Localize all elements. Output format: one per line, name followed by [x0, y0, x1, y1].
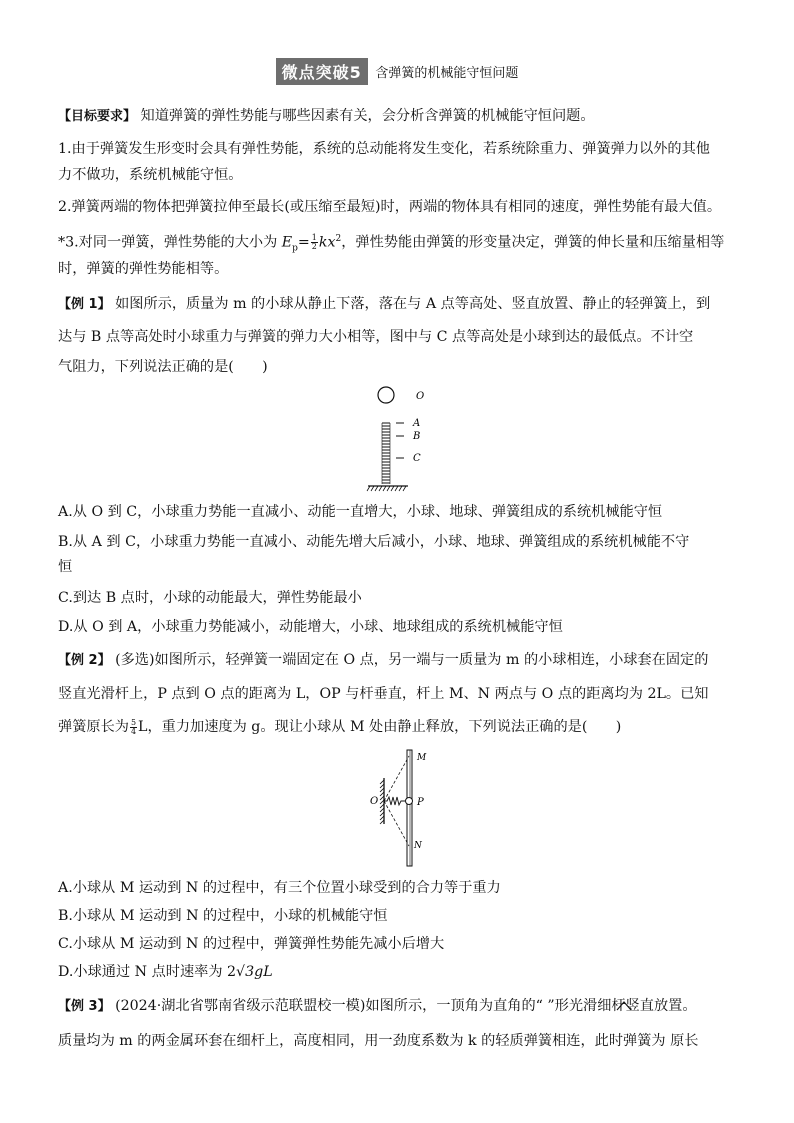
inverted-v-icon [616, 1000, 632, 1012]
formula-kx-sup: 2 [335, 234, 342, 244]
example-2-text-1: (多选)如图所示，轻弹簧一端固定在 O 点，另一端与一质量为 m 的小球相连，小球套在固定的 [110, 652, 709, 668]
label-b: B [413, 431, 421, 442]
ground-hatch [367, 486, 406, 491]
spring-icon [384, 797, 405, 805]
example-2-line-3-prefix: 弹簧原长为 [58, 719, 129, 735]
example-2-line-3 [58, 717, 748, 737]
point-1-line-b: 力不做功，系统机械能守恒。 [58, 167, 243, 183]
goal-text: 知道弹簧的弹性势能与哪些因素有关，会分析含弹簧的机械能守恒问题。 [136, 108, 595, 124]
example-2-option-d-text: D.小球通过 N 点时速率为 2 [58, 964, 237, 980]
example-3-tag: 【例 3】 [58, 999, 111, 1014]
example-1-line-3: 气阻力，下列说法正确的是( ) [58, 359, 268, 375]
example-1-option-b-line-2: 恒 [58, 559, 73, 575]
example-1-line-1 [58, 294, 748, 315]
section-badge: 微点突破5 [276, 58, 368, 85]
example-2-line-1 [58, 650, 748, 671]
point-3-suffix: ，弹性势能由弹簧的形变量决定，弹簧的伸长量和压缩量相等 [341, 234, 725, 251]
label-m: M [417, 753, 427, 763]
point-1-line-a: 1.由于弹簧发生形变时会具有弹性势能，系统的总动能将发生变化，若系统除重力、弹簧弹力以外的其他 [58, 141, 710, 157]
example-2-option-d [58, 962, 748, 982]
point-3-line-a: *3.对同一弹簧，弹性势能的大小为 $E_p=$ $\frac{1}{2}$ $kx^2$，弹性势能由弹簧的形变量决定，弹簧的伸长量和压缩量相等 [58, 233, 725, 254]
fraction-numerator: 5 [130, 717, 137, 727]
label-a: A [413, 418, 421, 429]
formula-fraction [311, 234, 318, 251]
section-title-text: 含弹簧的机械能守恒问题 [375, 66, 519, 81]
point-2-line: 2.弹簧两端的物体把弹簧拉伸至最长(或压缩至最短)时，两端的物体具有相同的速度，弹性势能有最大值。 [58, 199, 722, 215]
fraction-numerator: 1 [311, 233, 317, 243]
formula-kx: kx [318, 234, 336, 251]
example-2-option-b: B.小球从 M 运动到 N 的过程中，小球的机械能守恒 [58, 908, 388, 924]
ring-icon [406, 798, 413, 805]
example-3-line-2: 质量均为 m 的两金属环套在细杆上，高度相同，用一劲度系数为 k 的轻质弹簧相连，此时弹簧为 原长 [58, 1033, 699, 1049]
label-o: O [416, 391, 425, 402]
example-1-line-2: 达与 B 点等高处时小球重力与弹簧的弹力大小相等，图中与 C 点等高处是小球到达的最低点。不计空 [58, 329, 694, 345]
point-3-line-b: 时，弹簧的弹性势能相等。 [58, 261, 229, 277]
example-3-line-1 [58, 996, 748, 1017]
vertical-rod [407, 750, 412, 866]
label-p: P [417, 797, 424, 808]
goal-line [58, 106, 748, 127]
rod-spring-figure [364, 746, 434, 870]
example-2-line-2: 竖直光滑杆上，P 点到 O 点的距离为 L，OP 与杆垂直，杆上 M、N 两点与 O 点的距离均为 2L。已知 [58, 686, 709, 702]
example-1-tag: 【例 1】 [58, 297, 111, 312]
ball-icon [378, 387, 394, 403]
formula-ep-sub: p [292, 243, 298, 254]
line-on [384, 801, 409, 846]
spring-coils [382, 423, 390, 483]
section-title [0, 58, 794, 84]
example-3-text-1: (2024·湖北省鄂南省级示范联盟校一模)如图所示，一顶角为直角的“ ”形光滑细杆竖直放置。 [110, 998, 697, 1014]
example-2-option-a: A.小球从 M 运动到 N 的过程中，有三个位置小球受到的合力等于重力 [58, 880, 501, 896]
example-2-line-3-suffix: L，重力加速度为 g。现让小球从 M 处由静止释放，下列说法正确的是( ) [138, 719, 622, 735]
example-1-option-b-line-1: B.从 A 到 C，小球重力势能一直减小、动能先增大后减小，小球、地球、弹簧组成的系统机械能不守 [58, 534, 690, 550]
line-om [384, 756, 409, 801]
original-length-fraction [130, 719, 137, 736]
label-c: C [413, 453, 421, 464]
example-1-option-c: C.到达 B 点时，小球的动能最大，弹性势能最小 [58, 590, 362, 606]
label-n: N [414, 841, 422, 851]
sqrt-expression: √3gL [236, 964, 273, 980]
example-1-option-a: A.从 O 到 C，小球重力势能一直减小、动能一直增大，小球、地球、弹簧组成的系统机械能守恒 [58, 504, 663, 520]
spring-ball-figure [360, 383, 440, 493]
point-3-prefix: *3.对同一弹簧，弹性势能的大小为 [58, 234, 282, 251]
goal-tag: 【目标要求】 [58, 109, 137, 124]
example-2-tag: 【例 2】 [58, 653, 111, 668]
example-1-text-1: 如图所示，质量为 m 的小球从静止下落，落在与 A 点等高处、竖直放置、静止的轻弹簧上，到 [110, 296, 711, 312]
label-o: O [370, 796, 379, 807]
fraction-denominator: 2 [311, 242, 317, 252]
fraction-denominator: 4 [130, 726, 137, 736]
formula-ep: E [281, 234, 293, 251]
example-1-option-d: D.从 O 到 A，小球重力势能减小，动能增大，小球、地球组成的系统机械能守恒 [58, 619, 563, 635]
example-2-option-c: C.小球从 M 运动到 N 的过程中，弹簧弹性势能先减小后增大 [58, 936, 445, 952]
